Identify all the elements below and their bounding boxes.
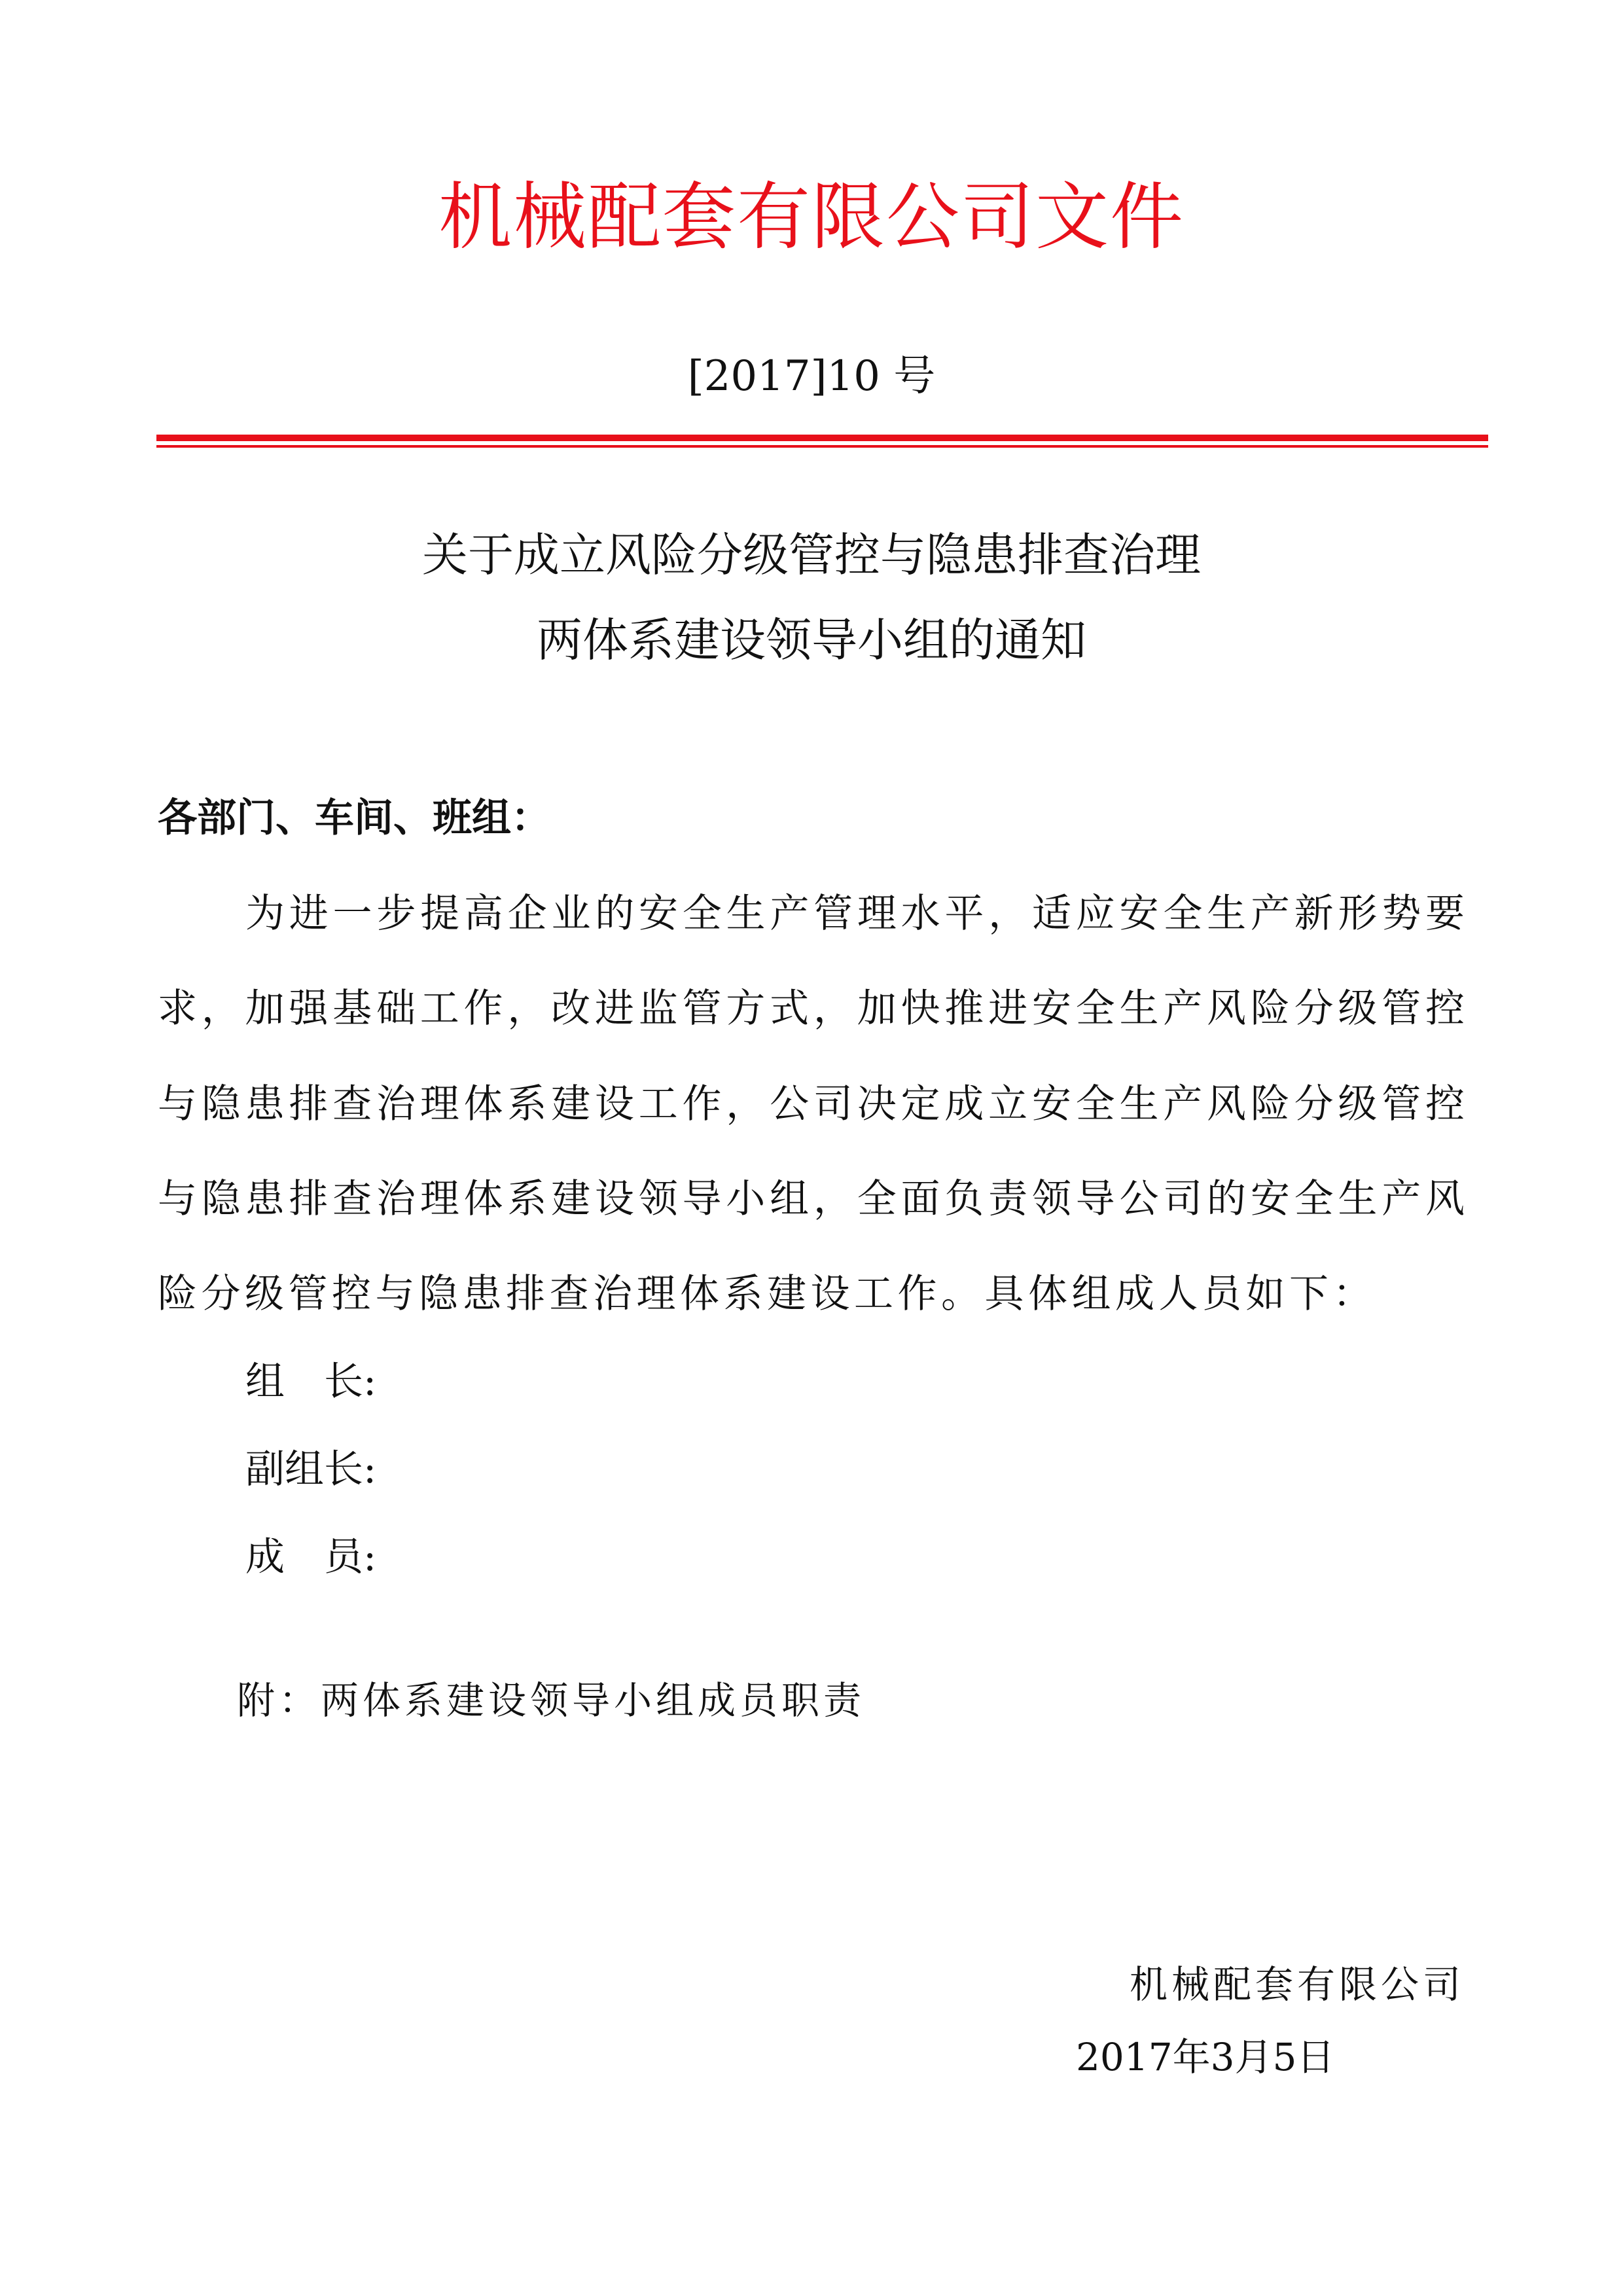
- member-deputy-label: 副组长:: [245, 1446, 377, 1492]
- document-header-title: 机械配套有限公司文件: [438, 175, 1185, 260]
- paragraph-line: 求，加强基础工作，改进监管方式，加快推进安全生产风险分级管控: [158, 986, 1465, 1031]
- member-members-label: 成 员:: [245, 1534, 377, 1580]
- paragraph-line: 险分级管控与隐患排查治理体系建设工作。具体组成人员如下：: [158, 1271, 1376, 1317]
- member-leader-label: 组 长:: [245, 1359, 377, 1405]
- salutation: 各部门、车间、班组：: [158, 795, 550, 841]
- attachment-note: 附：两体系建设领导小组成员职责: [237, 1678, 866, 1723]
- paragraph-line: 为进一步提高企业的安全生产管理水平，适应安全生产新形势要: [245, 891, 1465, 937]
- document-number: [2017]10 号: [687, 352, 936, 401]
- paragraph-line: 与隐患排查治理体系建设领导小组，全面负责领导公司的安全生产风: [158, 1176, 1465, 1222]
- notice-title-line-2: 两体系建设领导小组的通知: [537, 613, 1086, 667]
- header-divider-thick: [156, 435, 1488, 441]
- paragraph-line: 与隐患排查治理体系建设工作，公司决定成立安全生产风险分级管控: [158, 1081, 1465, 1127]
- notice-title-line-1: 关于成立风险分级管控与隐患排查治理: [422, 528, 1201, 582]
- signature-date: 2017年3月5日: [1076, 2035, 1335, 2079]
- signature-company: 机械配套有限公司: [1129, 1962, 1465, 2007]
- header-divider-thin: [156, 445, 1488, 448]
